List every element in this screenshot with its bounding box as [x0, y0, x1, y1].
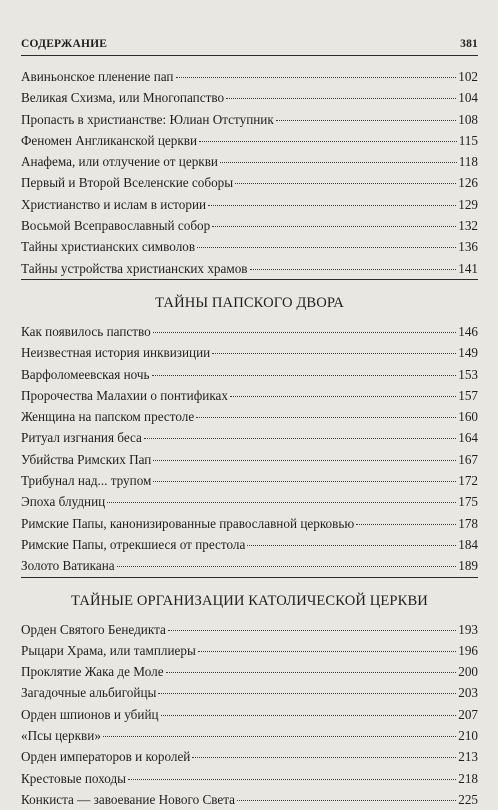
toc-entry-page: 129	[458, 196, 478, 212]
dot-leader	[128, 779, 456, 780]
toc-entry-page: 132	[458, 218, 478, 234]
dot-leader	[247, 545, 456, 546]
table-of-contents	[21, 66, 478, 810]
running-header-page-number: 381	[460, 38, 478, 50]
toc-entry-page: 157	[458, 387, 478, 403]
toc-entry	[21, 215, 478, 236]
toc-entry	[21, 130, 478, 151]
toc-section	[21, 279, 478, 577]
dot-leader	[176, 77, 457, 78]
toc-entry	[21, 789, 478, 810]
running-header	[21, 0, 478, 50]
dot-leader	[192, 757, 456, 758]
dot-leader	[276, 120, 456, 121]
dot-leader	[220, 162, 457, 163]
toc-entry-page: 167	[458, 451, 478, 467]
dot-leader	[237, 800, 456, 801]
dot-leader	[153, 332, 456, 333]
dot-leader	[196, 417, 456, 418]
toc-entry-page: 153	[458, 366, 478, 382]
toc-entry-page: 149	[458, 345, 478, 361]
toc-entry-page: 203	[458, 685, 478, 701]
toc-entry-title: Христианство и ислам в истории	[21, 196, 207, 212]
toc-entry-title: Анафема, или отлучение от церкви	[21, 154, 218, 170]
dot-leader	[117, 566, 457, 567]
toc-entry	[21, 172, 478, 193]
dot-leader	[168, 630, 456, 631]
section-heading: ТАЙНЫЕ ОРГАНИЗАЦИИ КАТОЛИЧЕСКОЙ ЦЕРКВИ	[71, 592, 428, 609]
dot-leader	[199, 141, 457, 142]
toc-entry-title: Пророчества Малахии о понтификах	[21, 387, 229, 403]
toc-entry-title: «Псы церкви»	[21, 728, 101, 744]
toc-entry-title: Как появилось папство	[21, 323, 151, 339]
toc-entry-title: Великая Схизма, или Многопапство	[21, 90, 225, 106]
toc-entry-title: Феномен Англиканской церкви	[21, 132, 198, 148]
toc-section	[21, 577, 478, 810]
toc-entry	[21, 151, 478, 172]
dot-leader	[197, 247, 456, 248]
dot-leader	[250, 269, 457, 270]
toc-entry	[21, 513, 478, 534]
dot-leader	[356, 524, 456, 525]
toc-entry	[21, 385, 478, 406]
toc-section	[21, 66, 478, 279]
toc-entry-page: 115	[458, 132, 478, 148]
toc-entry	[21, 109, 478, 130]
toc-entry	[21, 194, 478, 215]
toc-entry	[21, 704, 478, 725]
toc-entry	[21, 470, 478, 491]
toc-entry	[21, 746, 478, 767]
toc-entry	[21, 682, 478, 703]
toc-entry-page: 102	[458, 69, 478, 84]
toc-entry-title: Убийства Римских Пап	[21, 451, 152, 467]
dot-leader	[161, 715, 457, 716]
toc-entry	[21, 364, 478, 385]
dot-leader	[144, 438, 456, 439]
toc-entry	[21, 661, 478, 682]
toc-entry-page: 193	[458, 621, 478, 637]
toc-entry	[21, 258, 478, 279]
toc-entry-page: 213	[458, 749, 478, 765]
toc-entry-title: Первый и Второй Вселенские соборы	[21, 175, 234, 191]
toc-entry-title: Варфоломеевская ночь	[21, 366, 150, 382]
running-header-title: СОДЕРЖАНИЕ	[21, 38, 108, 50]
dot-leader	[153, 481, 456, 482]
toc-entry-title: Римские Папы, канонизированные православной церковью	[21, 515, 355, 531]
toc-entry	[21, 619, 478, 640]
dot-leader	[166, 672, 457, 673]
toc-entry-title: Рыцари Храма, или тамплиеры	[21, 642, 196, 658]
toc-entry	[21, 491, 478, 512]
toc-entry	[21, 768, 478, 789]
toc-entry-page: 218	[458, 770, 478, 786]
toc-entry-page: 118	[458, 154, 478, 170]
toc-entry-page: 172	[458, 473, 478, 489]
toc-entry-title: Ритуал изгнания беса	[21, 430, 142, 446]
toc-entry	[21, 406, 478, 427]
toc-entry-page: 146	[458, 323, 478, 339]
dot-leader	[212, 226, 456, 227]
dot-leader	[103, 736, 456, 737]
toc-entry-page: 225	[458, 791, 478, 807]
toc-entry-page: 178	[458, 515, 478, 531]
toc-entry-page: 104	[458, 90, 478, 106]
toc-entry	[21, 321, 478, 342]
dot-leader	[226, 98, 456, 99]
toc-entry-page: 126	[458, 175, 478, 191]
toc-entry-title: Неизвестная история инквизиции	[21, 345, 211, 361]
toc-entry-page: 207	[458, 706, 478, 722]
toc-entry-page: 164	[458, 430, 478, 446]
toc-entry-title: Орден шпионов и убийц	[21, 706, 159, 722]
header-rule	[21, 55, 478, 56]
dot-leader	[235, 183, 456, 184]
toc-entry	[21, 449, 478, 470]
toc-entry-title: Тайны устройства христианских храмов	[21, 260, 248, 276]
toc-entry-title: Тайны христианских символов	[21, 239, 196, 255]
dot-leader	[158, 693, 456, 694]
toc-entry-page: 136	[458, 239, 478, 255]
dot-leader	[212, 353, 456, 354]
toc-entry-title: Крестовые походы	[21, 770, 127, 786]
toc-entry-page: 210	[458, 728, 478, 744]
toc-entry	[21, 640, 478, 661]
section-rule	[21, 577, 478, 578]
toc-entry-title: Золото Ватикана	[21, 558, 115, 574]
dot-leader	[153, 460, 456, 461]
toc-entry-title: Римские Папы, отрекшиеся от престола	[21, 536, 246, 552]
toc-entry-title: Эпоха блудниц	[21, 494, 106, 510]
toc-entry-title: Орден императоров и королей	[21, 749, 191, 765]
dot-leader	[230, 396, 456, 397]
toc-entry-title: Восьмой Всеправославный собор	[21, 218, 211, 234]
toc-entry	[21, 555, 478, 576]
toc-entry-page: 108	[458, 111, 478, 127]
toc-entry-title: Загадочные альбигойцы	[21, 685, 157, 701]
toc-entry	[21, 87, 478, 108]
toc-entry	[21, 725, 478, 746]
toc-entry	[21, 236, 478, 257]
toc-entry-page: 196	[458, 642, 478, 658]
toc-entry-title: Проклятие Жака де Моле	[21, 664, 164, 680]
section-heading: ТАЙНЫ ПАПСКОГО ДВОРА	[155, 294, 344, 311]
toc-entry-page: 200	[458, 664, 478, 680]
dot-leader	[208, 205, 456, 206]
toc-entry-page: 175	[458, 494, 478, 510]
toc-entry-page: 184	[458, 536, 478, 552]
toc-entry-title: Женщина на папском престоле	[21, 409, 195, 425]
dot-leader	[107, 502, 456, 503]
toc-entry-title: Орден Святого Бенедикта	[21, 621, 166, 637]
toc-entry-title: Авиньонское пленение пап	[21, 69, 174, 84]
toc-entry-title: Пропасть в христианстве: Юлиан Отступник	[21, 111, 274, 127]
toc-entry-page: 189	[458, 558, 478, 574]
dot-leader	[152, 375, 457, 376]
toc-entry-title: Трибунал над... трупом	[21, 473, 152, 489]
toc-entry	[21, 427, 478, 448]
dot-leader	[198, 651, 456, 652]
toc-entry-page: 141	[458, 260, 478, 276]
toc-entry	[21, 534, 478, 555]
toc-entry	[21, 342, 478, 363]
toc-entry-title: Конкиста — завоевание Нового Света	[21, 791, 236, 807]
toc-entry-page: 160	[458, 409, 478, 425]
section-rule	[21, 279, 478, 280]
toc-entry	[21, 66, 478, 87]
